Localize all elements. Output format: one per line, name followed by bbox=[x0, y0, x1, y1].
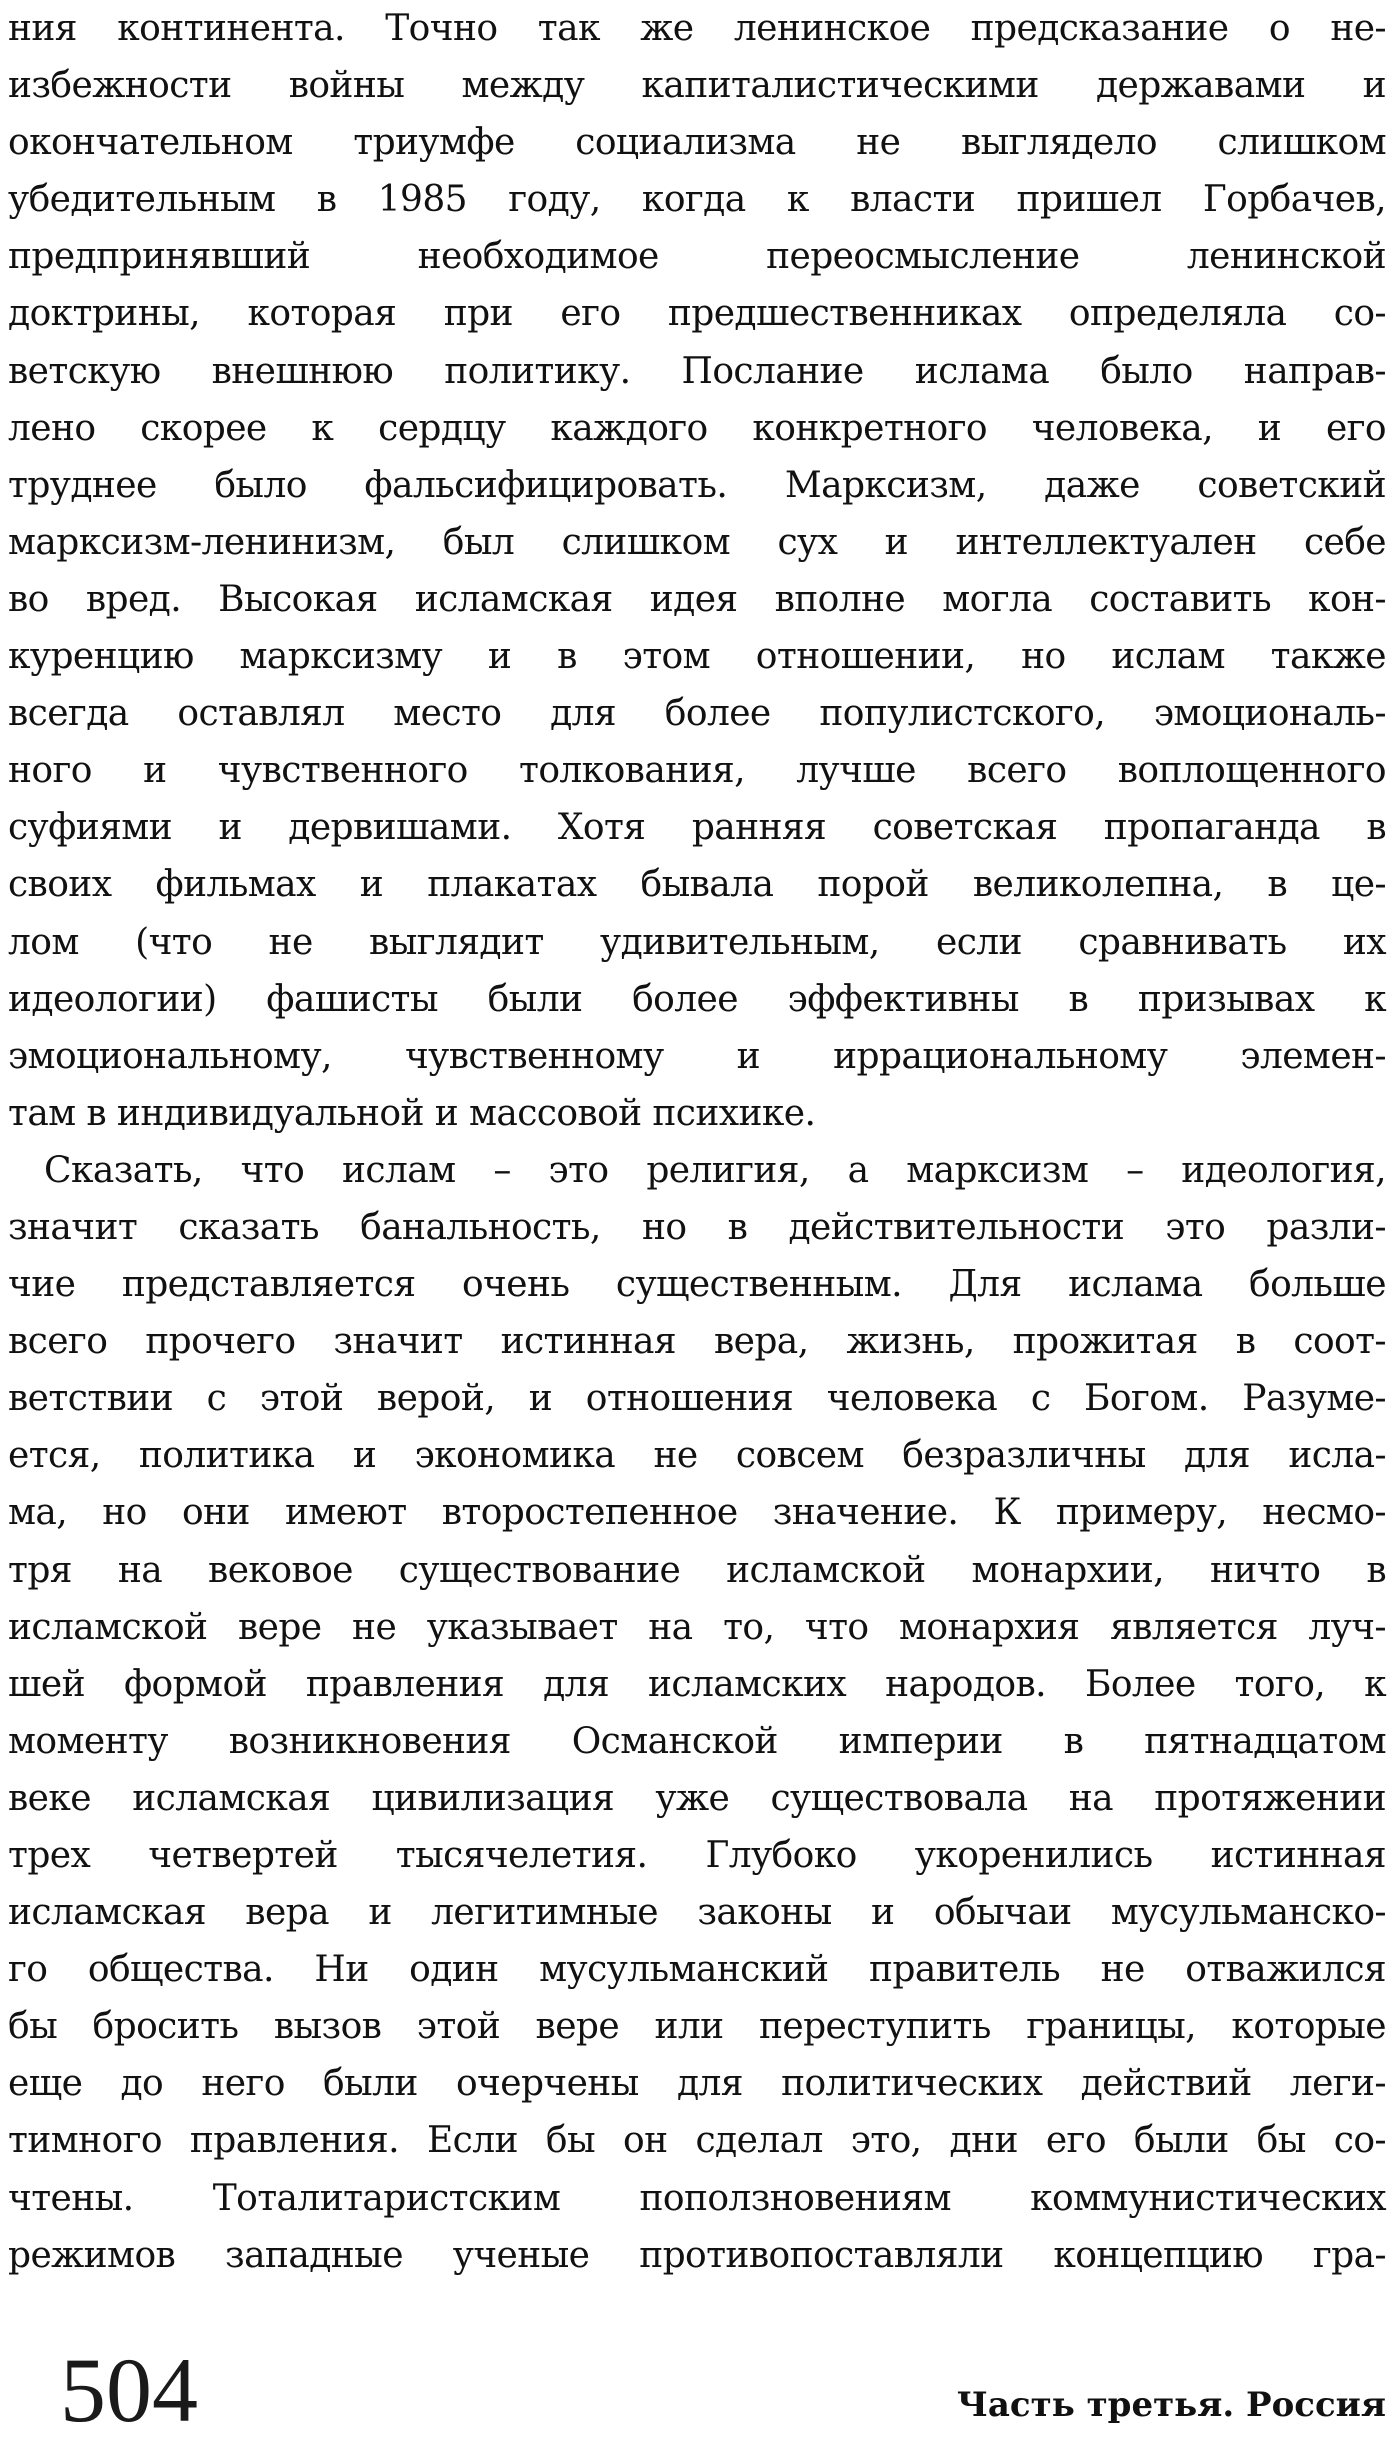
text-line: ного и чувственного толкования, лучше всего воплощенного bbox=[8, 750, 1386, 792]
text-line: трех четвертей тысячелетия. Глубоко укоренились истинная bbox=[8, 1835, 1386, 1876]
text-line: моменту возникновения Османской империи в пятнадцатом bbox=[8, 1720, 1386, 1762]
text-line: своих фильмах и плакатах бывала порой великолепна, в це- bbox=[8, 864, 1386, 906]
paragraph-1 bbox=[8, 0, 1386, 1142]
text-line: тря на вековое существование исламской монархии, ничто в bbox=[8, 1549, 1386, 1591]
text-line: куренцию марксизму и в этом отношении, но ислам также bbox=[8, 636, 1386, 678]
text-line: лено скорее к сердцу каждого конкретного человека, и его bbox=[8, 407, 1386, 449]
text-line: тимного правления. Если бы он сделал это, дни его были бы со- bbox=[8, 2120, 1386, 2162]
text-line: ется, политика и экономика не совсем безразличны для исла- bbox=[8, 1435, 1386, 1477]
text-line: всегда оставлял место для более популистского, эмоциональ- bbox=[8, 693, 1386, 735]
text-line: всего прочего значит истинная вера, жизнь, прожитая в соот- bbox=[8, 1321, 1386, 1363]
body-text bbox=[8, 0, 1386, 2284]
text-line: убедительным в 1985 году, когда к власти пришел Горбачев, bbox=[8, 179, 1386, 221]
text-line: окончательном триумфе социализма не выглядело слишком bbox=[8, 122, 1386, 164]
text-line: ния континента. Точно так же ленинское предсказание о не- bbox=[8, 8, 1386, 49]
text-line: режимов западные ученые противопоставляли концепцию гра- bbox=[8, 2234, 1386, 2276]
text-line: предпринявший необходимое переосмысление ленинской bbox=[8, 236, 1386, 278]
text-line: ма, но они имеют второстепенное значение. К примеру, несмо- bbox=[8, 1492, 1386, 1534]
text-line: доктрины, которая при его предшественниках определяла со- bbox=[8, 293, 1386, 335]
text-line: ветствии с этой верой, и отношения человека с Богом. Разуме- bbox=[8, 1378, 1386, 1420]
text-line: труднее было фальсифицировать. Марксизм, даже советский bbox=[8, 464, 1386, 506]
text-line: го общества. Ни один мусульманский правитель не отважился bbox=[8, 1949, 1386, 1991]
text-line: суфиями и дервишами. Хотя ранняя советская пропаганда в bbox=[8, 807, 1386, 849]
text-line: Сказать, что ислам – это религия, а марксизм – идеология, bbox=[44, 1149, 1386, 1191]
page-footer bbox=[0, 2340, 1398, 2450]
text-line: лом (что не выглядит удивительным, если сравнивать их bbox=[8, 921, 1386, 963]
text-line: идеологии) фашисты были более эффективны в призывах к bbox=[8, 978, 1386, 1020]
text-line: еще до него были очерчены для политических действий леги- bbox=[8, 2063, 1386, 2105]
text-line: избежности войны между капиталистическими державами и bbox=[8, 65, 1386, 107]
text-line: веке исламская цивилизация уже существовала на протяжении bbox=[8, 1777, 1386, 1819]
text-line: там в индивидуальной и массовой психике. bbox=[8, 1092, 816, 1134]
text-line: шей формой правления для исламских народов. Более того, к bbox=[8, 1663, 1386, 1705]
text-line: ветскую внешнюю политику. Послание ислама было направ- bbox=[8, 350, 1386, 392]
text-line: исламская вера и легитимные законы и обычаи мусульманско- bbox=[8, 1892, 1386, 1934]
paragraph-2 bbox=[8, 1142, 1386, 2284]
text-line: чтены. Тоталитаристским поползновениям коммунистических bbox=[8, 2177, 1386, 2219]
text-line: марксизм-ленинизм, был слишком сух и интеллектуален себе bbox=[8, 521, 1386, 563]
text-line: значит сказать банальность, но в действительности это разли- bbox=[8, 1206, 1386, 1248]
page-number: 504 bbox=[60, 2339, 198, 2441]
running-head: Часть третья. Россия bbox=[956, 2385, 1386, 2425]
text-line: во вред. Высокая исламская идея вполне могла составить кон- bbox=[8, 578, 1386, 620]
text-line: исламской вере не указывает на то, что монархия является луч- bbox=[8, 1606, 1386, 1648]
text-line: эмоциональному, чувственному и иррациональному элемен- bbox=[8, 1035, 1386, 1077]
text-line: бы бросить вызов этой вере или переступить границы, которые bbox=[8, 2006, 1386, 2048]
text-line: чие представляется очень существенным. Для ислама больше bbox=[8, 1264, 1386, 1306]
